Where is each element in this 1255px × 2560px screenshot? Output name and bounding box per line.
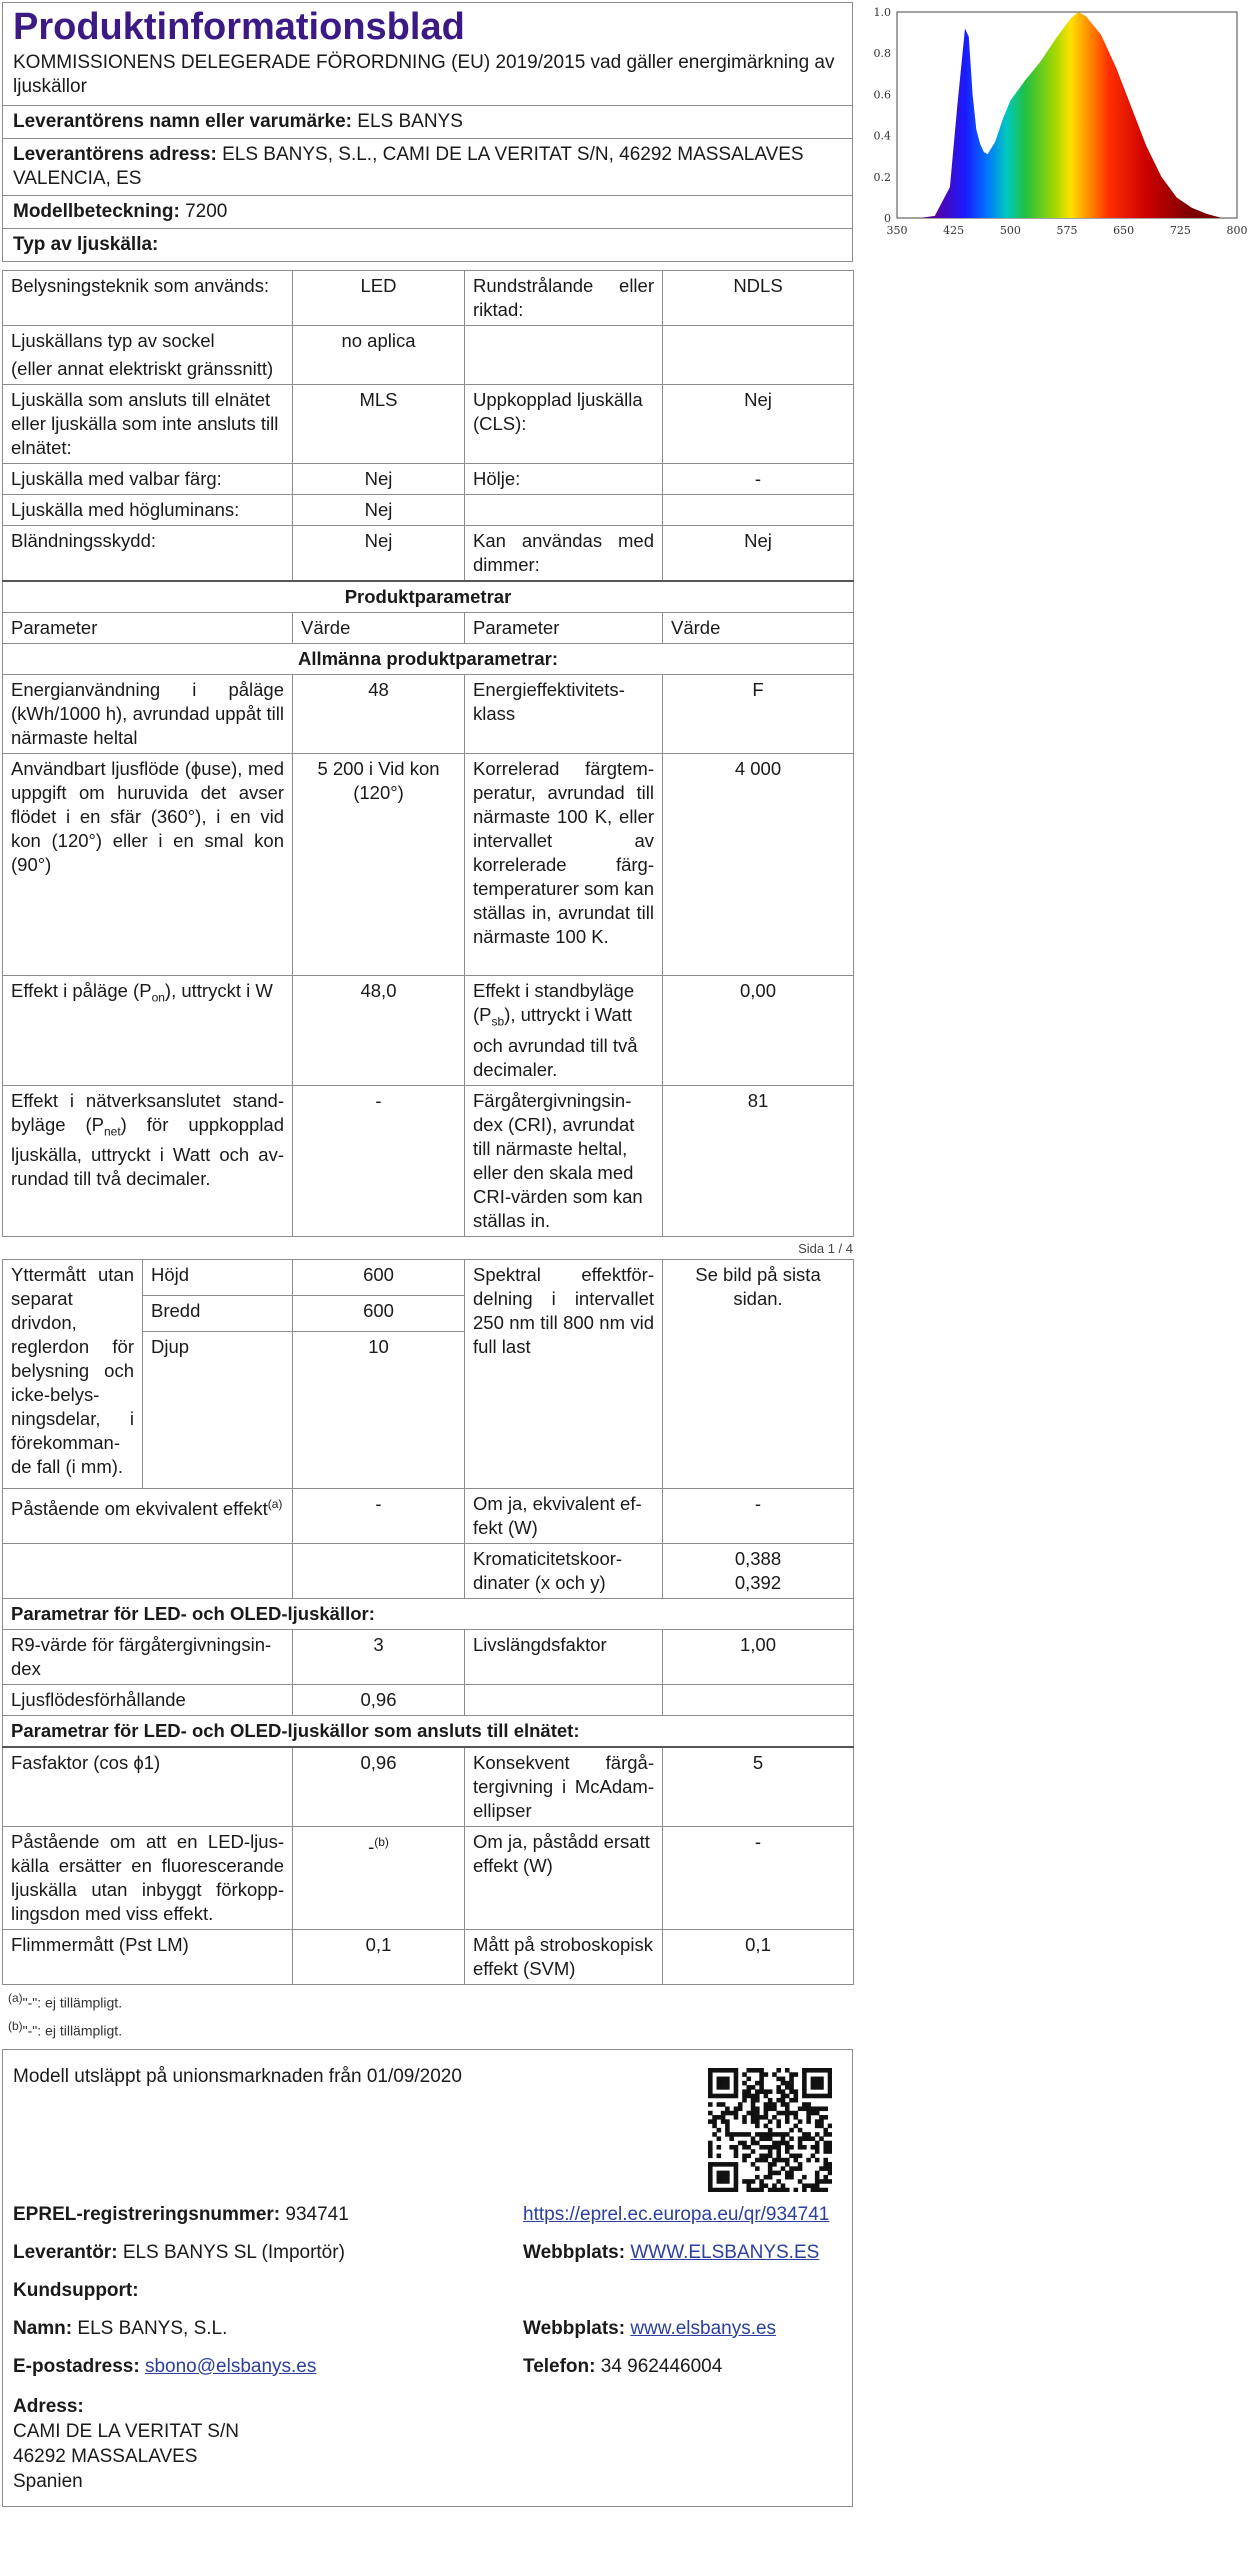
general-parameters-heading: Allmänna produktparametrar: <box>3 644 854 675</box>
x-tick-label: 725 <box>1169 224 1191 237</box>
table-row <box>3 1715 854 1747</box>
equivalent-power-claim-label <box>3 1488 293 1543</box>
x-tick-label: 650 <box>1113 224 1135 237</box>
replacement-claim-value <box>293 1826 465 1929</box>
outer-dimensions-label: Yttermått utan separat drivdon, reglerdon för belysning och icke-belysningsdelar, i förekommande fall (i mm). <box>3 1259 143 1488</box>
on-mode-power-text: Effekt i påläge (P <box>11 980 152 1001</box>
table-row <box>3 976 854 1086</box>
power-factor-value: 0,96 <box>293 1747 465 1827</box>
energy-consumption-label: Energianvändning i påläge (kWh/1000 h), avrundad uppåt till närmaste heltal <box>3 675 293 754</box>
website-row <box>523 2242 819 2264</box>
table-row <box>3 644 854 675</box>
light-source-type-table <box>2 270 854 1237</box>
email-link[interactable]: sbono@elsbanys.es <box>144 2355 317 2377</box>
equivalent-power-claim-text: Påstående om ekvivalent effekt <box>11 1497 268 1519</box>
page-break <box>2 1237 853 1259</box>
website-2-link[interactable]: www.elsbanys.es <box>630 2317 777 2339</box>
power-factor-label: Fasfaktor (cos ϕ1) <box>3 1747 293 1827</box>
footer-block <box>2 2049 853 2507</box>
table-row <box>3 271 854 326</box>
website-label: Webbplats: <box>523 2241 626 2263</box>
energy-efficiency-class-label: Energieffektivitetsklass <box>465 675 663 754</box>
networked-standby-text-2: ) för uppkopplad ljuskälla, uttryckt i Watt och avrundad till två decimaler. <box>11 1113 285 1190</box>
column-value: Värde <box>293 613 465 644</box>
table-row <box>3 495 854 526</box>
spectrum-area <box>897 12 1237 218</box>
cct-value: 4 000 <box>663 754 854 976</box>
table-row <box>3 385 854 464</box>
header-block <box>2 2 853 105</box>
footnote-a-text: "-": ej tillämpligt. <box>22 1994 123 2011</box>
website-2-label: Webbplats: <box>523 2317 626 2339</box>
cap-type-value: no aplica <box>293 326 465 385</box>
height-value: 600 <box>293 1259 465 1295</box>
dimensions-table <box>2 1259 854 1985</box>
replacement-claim-text: - <box>368 1835 375 1857</box>
lighting-technology-label: Belysningsteknik som används: <box>3 271 293 326</box>
useful-flux-value: 5 200 i Vid kon (120°) <box>293 754 465 976</box>
spectral-distribution-value: Se bild på sista sidan. <box>663 1259 854 1488</box>
column-value-2: Värde <box>663 613 854 644</box>
anti-glare-label: Bländningsskydd: <box>3 526 293 582</box>
website-link[interactable]: WWW.ELSBANYS.ES <box>630 2241 820 2263</box>
table-row <box>3 675 854 754</box>
x-tick-label: 350 <box>886 224 908 237</box>
r9-value: 3 <box>293 1629 465 1684</box>
model-value: 7200 <box>185 201 228 222</box>
flux-maintenance-label: Ljusflödesförhållande <box>3 1684 293 1715</box>
column-parameter: Parameter <box>3 613 293 644</box>
table-row <box>3 613 854 644</box>
supplier-label: Leverantör: <box>13 2241 118 2263</box>
table-row <box>3 1684 854 1715</box>
footnote-a <box>8 1991 847 2019</box>
connected-label: Uppkopplad ljuskälla (CLS): <box>465 385 663 464</box>
directional-label: Rundstrålande eller riktad: <box>465 271 663 326</box>
chromaticity-value <box>663 1543 854 1598</box>
footnote-b <box>8 2019 847 2047</box>
page-number: Sida 1 / 4 <box>798 1240 853 1256</box>
cri-value: 81 <box>663 1085 854 1236</box>
anti-glare-value: Nej <box>293 526 465 582</box>
y-tick-label: 0.4 <box>873 129 891 143</box>
supplier-value: ELS BANYS SL (Importör) <box>122 2241 345 2263</box>
table-row <box>3 1085 854 1236</box>
address-line-1: CAMI DE LA VERITAT S/N <box>13 2420 239 2442</box>
equivalent-power-value: - <box>663 1488 854 1543</box>
x-tick-label: 800 <box>1226 224 1248 237</box>
x-tick-label: 575 <box>1056 224 1078 237</box>
replacement-claim-label: Påstående om att en LED-ljuskälla ersätter en fluorescerande ljuskälla utan inbyggt förkopplingsdon med viss effekt. <box>3 1826 293 1929</box>
model-label: Modellbeteckning: <box>13 201 180 222</box>
spectral-distribution-chart <box>865 2 1255 242</box>
supplier-name-value: ELS BANYS <box>357 111 463 132</box>
placed-on-market: Modell utsläppt på unionsmarknaden från 01/09/2020 <box>13 2065 462 2087</box>
footnotes <box>2 1985 853 2047</box>
eprel-label: EPREL-registreringsnummer: <box>13 2203 281 2225</box>
cap-type-line1: Ljuskällans typ av sockel <box>11 330 215 351</box>
table-row <box>3 1826 854 1929</box>
flicker-value: 0,1 <box>293 1929 465 1984</box>
address-line-2: 46292 MASSALAVES <box>13 2445 198 2467</box>
address-block <box>13 2394 239 2494</box>
high-luminance-label: Ljuskälla med högluminans: <box>3 495 293 526</box>
colour-tuneable-value: Nej <box>293 464 465 495</box>
cap-type-line2: (eller annat elektriskt gränssnitt) <box>11 358 274 379</box>
flicker-label: Flimmermått (Pst LM) <box>3 1929 293 1984</box>
supplier-address-label: Leverantörens adress: <box>13 144 217 165</box>
cct-label: Korrelerad färgtemperatur, avrundad till närmaste 100 K, eller intervallet av korrelerade färgtemperaturer som kan ställas in, avrundat till närmaste 100 K. <box>465 754 663 976</box>
directional-value: NDLS <box>663 271 854 326</box>
footnote-a-marker: (a) <box>8 1990 23 2005</box>
replaced-power-label: Om ja, påstådd ersatt effekt (W) <box>465 1826 663 1929</box>
eprel-row <box>13 2204 349 2226</box>
colour-tuneable-label: Ljuskälla med valbar färg: <box>3 464 293 495</box>
email-label: E-postadress: <box>13 2355 140 2377</box>
footnote-b-text: "-": ej tillämpligt. <box>22 2022 123 2039</box>
y-tick-label: 0 <box>884 212 891 225</box>
stroboscopic-value: 0,1 <box>663 1929 854 1984</box>
table-row <box>3 1747 854 1827</box>
depth-label: Djup <box>143 1331 293 1488</box>
regulation-text: KOMMISSIONENS DELEGERADE FÖRORDNING (EU) 2019/2015 vad gäller energimärkning av ljuskällor <box>13 52 835 97</box>
eprel-link[interactable]: https://eprel.ec.europa.eu/qr/934741 <box>523 2203 830 2225</box>
high-luminance-value: Nej <box>293 495 465 526</box>
supplier-name-label: Leverantörens namn eller varumärke: <box>13 111 352 132</box>
dimmable-value: Nej <box>663 526 854 582</box>
table-row <box>3 464 854 495</box>
x-tick-label: 500 <box>999 224 1021 237</box>
standby-power-text: Effekt i standbyläge (P <box>473 980 635 1025</box>
table-row <box>3 1929 854 1984</box>
standby-power-label <box>465 976 663 1086</box>
mains-label: Ljuskälla som ansluts till elnätet eller ljuskälla som inte ansluts till elnätet: <box>3 385 293 464</box>
mains-led-parameters-heading: Parametrar för LED- och OLED-ljuskällor som ansluts till elnätet: <box>3 1715 854 1747</box>
email-row <box>13 2356 316 2378</box>
footnote-b-ref: (b) <box>374 1834 389 1849</box>
footnote-a-ref: (a) <box>267 1496 283 1511</box>
on-mode-power-value: 48,0 <box>293 976 465 1086</box>
colour-consistency-value: 5 <box>663 1747 854 1827</box>
depth-value: 10 <box>293 1331 465 1488</box>
useful-flux-label: Användbart ljusflöde (ϕuse), med uppgift om huruvida det avser flödet i en sfär (360°), i en vid kon (120°) eller i en smal kon (90°) <box>3 754 293 976</box>
survival-factor-value: 1,00 <box>663 1629 854 1684</box>
net-subscript: net <box>103 1124 121 1139</box>
contact-name-label: Namn: <box>13 2317 73 2339</box>
table-row <box>3 1598 854 1629</box>
y-tick-label: 0.2 <box>873 170 891 184</box>
table-row <box>3 326 854 385</box>
table-row <box>3 1488 854 1543</box>
table-row <box>3 581 854 613</box>
energy-efficiency-class-value: F <box>663 675 854 754</box>
footnote-b-marker: (b) <box>8 2018 23 2033</box>
table-row <box>3 1259 854 1295</box>
on-mode-power-label <box>3 976 293 1086</box>
on-mode-power-text-2: ), uttryckt i W <box>164 980 273 1001</box>
supplier-row <box>13 2242 345 2264</box>
height-label: Höjd <box>143 1259 293 1295</box>
phone-value: 34 962446004 <box>600 2355 723 2377</box>
spectral-distribution-label: Spektral effektfördelning i intervallet 250 nm till 800 nm vid full last <box>465 1259 663 1488</box>
dimmable-label: Kan användas med dimmer: <box>465 526 663 582</box>
table-row <box>3 526 854 582</box>
envelope-label: Hölje: <box>465 464 663 495</box>
phone-row <box>523 2356 722 2378</box>
supplier-address-value: ELS BANYS, S.L., CAMI DE LA VERITAT S/N, 46292 MASSALAVES VALENCIA, ES <box>13 144 804 189</box>
column-parameter-2: Parameter <box>465 613 663 644</box>
energy-consumption-value: 48 <box>293 675 465 754</box>
standby-power-value: 0,00 <box>663 976 854 1086</box>
lighting-technology-value: LED <box>293 271 465 326</box>
r9-label: R9-värde för färgåtergivningsindex <box>3 1629 293 1684</box>
networked-standby-label <box>3 1085 293 1236</box>
led-parameters-heading: Parametrar för LED- och OLED-ljuskällor: <box>3 1598 854 1629</box>
networked-standby-value: - <box>293 1085 465 1236</box>
phone-label: Telefon: <box>523 2355 596 2377</box>
address-line-3: Spanien <box>13 2470 83 2492</box>
width-label: Bredd <box>143 1295 293 1331</box>
equivalent-power-label: Om ja, ekvivalent effekt (W) <box>465 1488 663 1543</box>
envelope-value: - <box>663 464 854 495</box>
supplier-name-row <box>2 105 853 139</box>
survival-factor-label: Livslängdsfaktor <box>465 1629 663 1684</box>
table-row <box>3 754 854 976</box>
product-parameters-heading: Produktparametrar <box>3 581 854 613</box>
networked-standby-text: Effekt i nätverksanslutet standbyläge (P <box>11 1089 284 1135</box>
table-row <box>3 1543 854 1598</box>
website-2-row <box>523 2318 776 2340</box>
model-row <box>2 196 853 229</box>
customer-support-label: Kundsupport: <box>13 2279 139 2301</box>
x-tick-label: 425 <box>943 224 965 237</box>
standby-power-text-2: ), uttryckt i Watt och avrundad till två decimaler. <box>473 1004 638 1080</box>
chromaticity-x: 0,388 <box>734 1547 782 1569</box>
flux-maintenance-value: 0,96 <box>293 1684 465 1715</box>
contact-name-value: ELS BANYS, S.L. <box>77 2317 228 2339</box>
product-information-sheet <box>2 2 853 2507</box>
mains-value: MLS <box>293 385 465 464</box>
cri-label: Färgåtergivningsindex (CRI), avrundat till närmaste heltal, eller den skala med CRI-värden som kan ställas in. <box>465 1085 663 1236</box>
y-tick-label: 1.0 <box>873 6 891 19</box>
chromaticity-y: 0,392 <box>734 1571 782 1593</box>
equivalent-power-claim-value: - <box>293 1488 465 1543</box>
table-row <box>3 1629 854 1684</box>
cap-type-label <box>3 326 293 385</box>
light-source-type-heading: Typ av ljuskälla: <box>2 229 853 262</box>
address-label: Adress: <box>13 2395 84 2417</box>
page-title: Produktinformationsblad <box>13 6 465 48</box>
replaced-power-value: - <box>663 1826 854 1929</box>
chromaticity-label: Kromaticitetskoordinater (x och y) <box>465 1543 663 1598</box>
y-tick-label: 0.6 <box>873 88 891 102</box>
colour-consistency-label: Konsekvent färgåtergivning i McAdam-ellipser <box>465 1747 663 1827</box>
supplier-address-row <box>2 139 853 196</box>
eprel-value: 934741 <box>285 2203 349 2225</box>
sb-subscript: sb <box>491 1014 505 1029</box>
width-value: 600 <box>293 1295 465 1331</box>
connected-value: Nej <box>663 385 854 464</box>
stroboscopic-label: Mått på stroboskopisk effekt (SVM) <box>465 1929 663 1984</box>
contact-name-row <box>13 2318 227 2340</box>
on-subscript: on <box>151 990 165 1005</box>
y-tick-label: 0.8 <box>873 47 891 61</box>
qr-code-icon[interactable] <box>708 2068 832 2192</box>
